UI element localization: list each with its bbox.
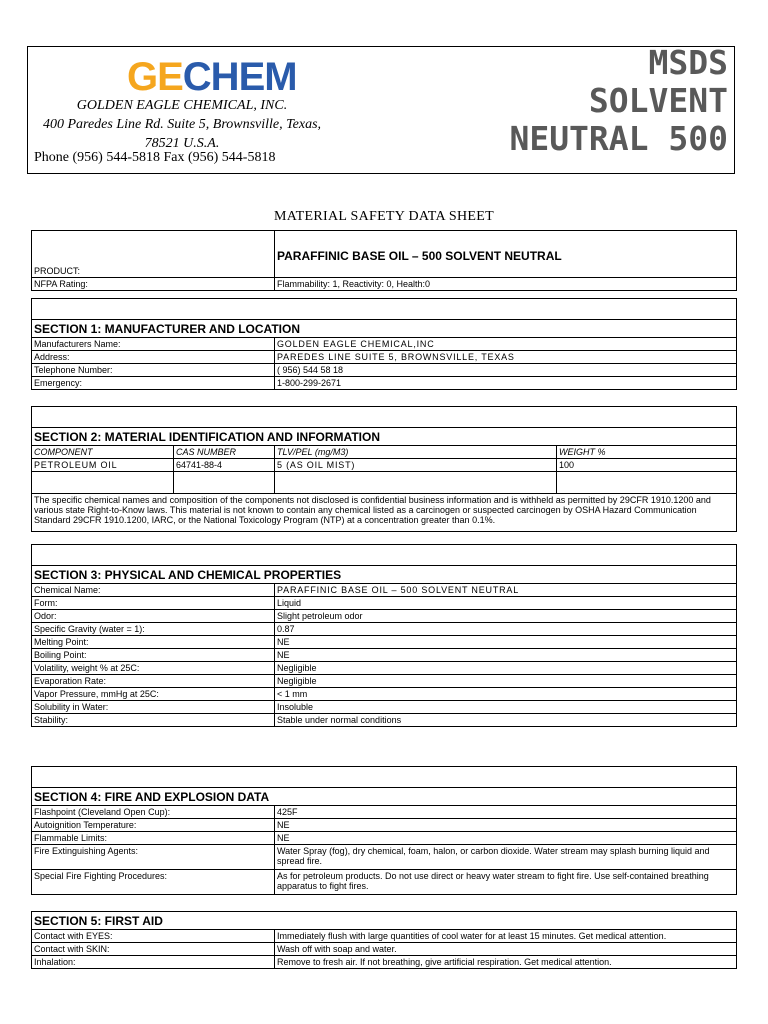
field-label: Evaporation Rate:	[32, 675, 275, 688]
empty-cell	[174, 472, 275, 494]
empty-cell	[32, 472, 174, 494]
field-value: Negligible	[275, 675, 737, 688]
field-label: Contact with EYES:	[32, 930, 275, 943]
table-row	[32, 956, 737, 969]
field-value: Insoluble	[275, 701, 737, 714]
section-2-table	[31, 406, 737, 532]
msds-title	[509, 44, 728, 158]
table-row	[32, 338, 737, 351]
section-4-title: SECTION 4: FIRE AND EXPLOSION DATA	[32, 788, 737, 806]
table-row	[32, 806, 737, 819]
table-row	[32, 636, 737, 649]
empty-row	[32, 472, 737, 494]
table-row	[32, 930, 737, 943]
table-row	[32, 584, 737, 597]
field-value: NE	[275, 636, 737, 649]
table-row	[32, 351, 737, 364]
field-value: Water Spray (fog), dry chemical, foam, halon, or carbon dioxide. Water stream may splash burning liquid and spread fire.	[275, 845, 737, 870]
field-value: 0.87	[275, 623, 737, 636]
table-row	[32, 675, 737, 688]
field-value: Liquid	[275, 597, 737, 610]
empty-cell	[557, 472, 737, 494]
phone-fax: Phone (956) 544-5818 Fax (956) 544-5818	[34, 150, 276, 165]
field-label: Autoignition Temperature:	[32, 819, 275, 832]
table-row	[32, 688, 737, 701]
table-row	[32, 662, 737, 675]
spacer-row	[32, 407, 737, 428]
company-logo	[127, 55, 297, 99]
field-value: As for petroleum products. Do not use direct or heavy water stream to fight fire. Use self-contained breathing apparatus to fight fires.	[275, 870, 737, 895]
nfpa-value: Flammability: 1, Reactivity: 0, Health:0	[275, 278, 737, 291]
field-label: Telephone Number:	[32, 364, 275, 377]
field-label: Chemical Name:	[32, 584, 275, 597]
table-header-row	[32, 446, 737, 459]
table-row	[32, 623, 737, 636]
field-value: Remove to fresh air. If not breathing, give artificial respiration. Get medical attention.	[275, 956, 737, 969]
field-value: ( 956) 544 58 18	[275, 364, 737, 377]
tlv-cell: 5 (AS OIL MIST)	[275, 459, 557, 472]
field-value: Stable under normal conditions	[275, 714, 737, 727]
table-row	[32, 610, 737, 623]
document-title: MATERIAL SAFETY DATA SHEET	[274, 209, 494, 224]
table-row	[32, 832, 737, 845]
table-row	[32, 649, 737, 662]
field-label: Contact with SKIN:	[32, 943, 275, 956]
section-4-table	[31, 766, 737, 895]
column-header: WEIGHT %	[557, 446, 737, 459]
field-value: NE	[275, 649, 737, 662]
address-line-1: 400 Paredes Line Rd. Suite 5, Brownsville, Texas,	[42, 117, 322, 132]
product-table	[31, 230, 737, 291]
product-row	[32, 231, 737, 278]
field-label: Melting Point:	[32, 636, 275, 649]
company-block	[32, 96, 332, 153]
table-row	[32, 459, 737, 472]
empty-cell	[275, 472, 557, 494]
company-name: GOLDEN EAGLE CHEMICAL, INC.	[76, 98, 288, 113]
field-label: Specific Gravity (water = 1):	[32, 623, 275, 636]
section-2-title: SECTION 2: MATERIAL IDENTIFICATION AND INFORMATION	[32, 428, 737, 446]
msds-title-line-3: NEUTRAL 500	[509, 119, 728, 158]
field-label: Special Fire Fighting Procedures:	[32, 870, 275, 895]
field-label: Manufacturers Name:	[32, 338, 275, 351]
spacer-row	[32, 767, 737, 788]
table-row	[32, 597, 737, 610]
section-5-title: SECTION 5: FIRST AID	[32, 912, 737, 930]
column-header: CAS NUMBER	[174, 446, 275, 459]
nfpa-label: NFPA Rating:	[32, 278, 275, 291]
component-cell: PETROLEUM OIL	[32, 459, 174, 472]
spacer-row	[32, 299, 737, 320]
table-row	[32, 377, 737, 390]
field-label: Solubility in Water:	[32, 701, 275, 714]
field-label: Address:	[32, 351, 275, 364]
section-3-title: SECTION 3: PHYSICAL AND CHEMICAL PROPERTIES	[32, 566, 737, 584]
disclosure-row	[32, 494, 737, 532]
field-value: Negligible	[275, 662, 737, 675]
weight-cell: 100	[557, 459, 737, 472]
section-5-table	[31, 911, 737, 969]
section-1-title: SECTION 1: MANUFACTURER AND LOCATION	[32, 320, 737, 338]
field-label: Flashpoint (Cleveland Open Cup):	[32, 806, 275, 819]
field-value: Slight petroleum odor	[275, 610, 737, 623]
table-row	[32, 870, 737, 895]
nfpa-row	[32, 278, 737, 291]
field-value: PARAFFINIC BASE OIL – 500 SOLVENT NEUTRAL	[275, 584, 737, 597]
table-row	[32, 364, 737, 377]
product-value: PARAFFINIC BASE OIL – 500 SOLVENT NEUTRAL	[275, 231, 737, 278]
section-3-table	[31, 544, 737, 727]
field-value: < 1 mm	[275, 688, 737, 701]
field-label: Volatility, weight % at 25C:	[32, 662, 275, 675]
spacer-row	[32, 545, 737, 566]
address-line-2: 78521 U.S.A.	[144, 136, 220, 151]
field-value: Wash off with soap and water.	[275, 943, 737, 956]
field-label: Stability:	[32, 714, 275, 727]
field-value: Immediately flush with large quantities of cool water for at least 15 minutes. Get medical attention.	[275, 930, 737, 943]
table-row	[32, 701, 737, 714]
field-value: GOLDEN EAGLE CHEMICAL,INC	[275, 338, 737, 351]
field-value: NE	[275, 832, 737, 845]
table-row	[32, 819, 737, 832]
column-header: COMPONENT	[32, 446, 174, 459]
field-value: PAREDES LINE SUITE 5, BROWNSVILLE, TEXAS	[275, 351, 737, 364]
section-1-table	[31, 298, 737, 390]
field-label: Boiling Point:	[32, 649, 275, 662]
field-label: Flammable Limits:	[32, 832, 275, 845]
table-row	[32, 845, 737, 870]
msds-title-line-2: SOLVENT	[588, 81, 728, 120]
logo-chem-text: CHEM	[182, 55, 297, 99]
field-label: Emergency:	[32, 377, 275, 390]
msds-title-line-1: MSDS	[648, 43, 728, 82]
field-value: NE	[275, 819, 737, 832]
disclosure-note: The specific chemical names and composition of the components not disclosed is confidential business information and is withheld as permitted by 29CFR 1910.1200 and various state Right-to-Know laws. This material is not known to contain any chemical listed as a carcinogen or suspected carcinogen by OSHA Hazard Communication Standard 29CFR 1910.1200, IARC, or the National Toxicology Program (NTP) at a concentration greater than 0.1%.	[32, 494, 737, 532]
table-row	[32, 714, 737, 727]
field-label: Form:	[32, 597, 275, 610]
field-label: Fire Extinguishing Agents:	[32, 845, 275, 870]
field-label: Odor:	[32, 610, 275, 623]
product-label: PRODUCT:	[32, 231, 275, 278]
logo-ge-text: GE	[127, 55, 183, 99]
field-value: 1-800-299-2671	[275, 377, 737, 390]
cas-cell: 64741-88-4	[174, 459, 275, 472]
field-label: Vapor Pressure, mmHg at 25C:	[32, 688, 275, 701]
field-label: Inhalation:	[32, 956, 275, 969]
table-row	[32, 943, 737, 956]
column-header: TLV/PEL (mg/M3)	[275, 446, 557, 459]
field-value: 425F	[275, 806, 737, 819]
